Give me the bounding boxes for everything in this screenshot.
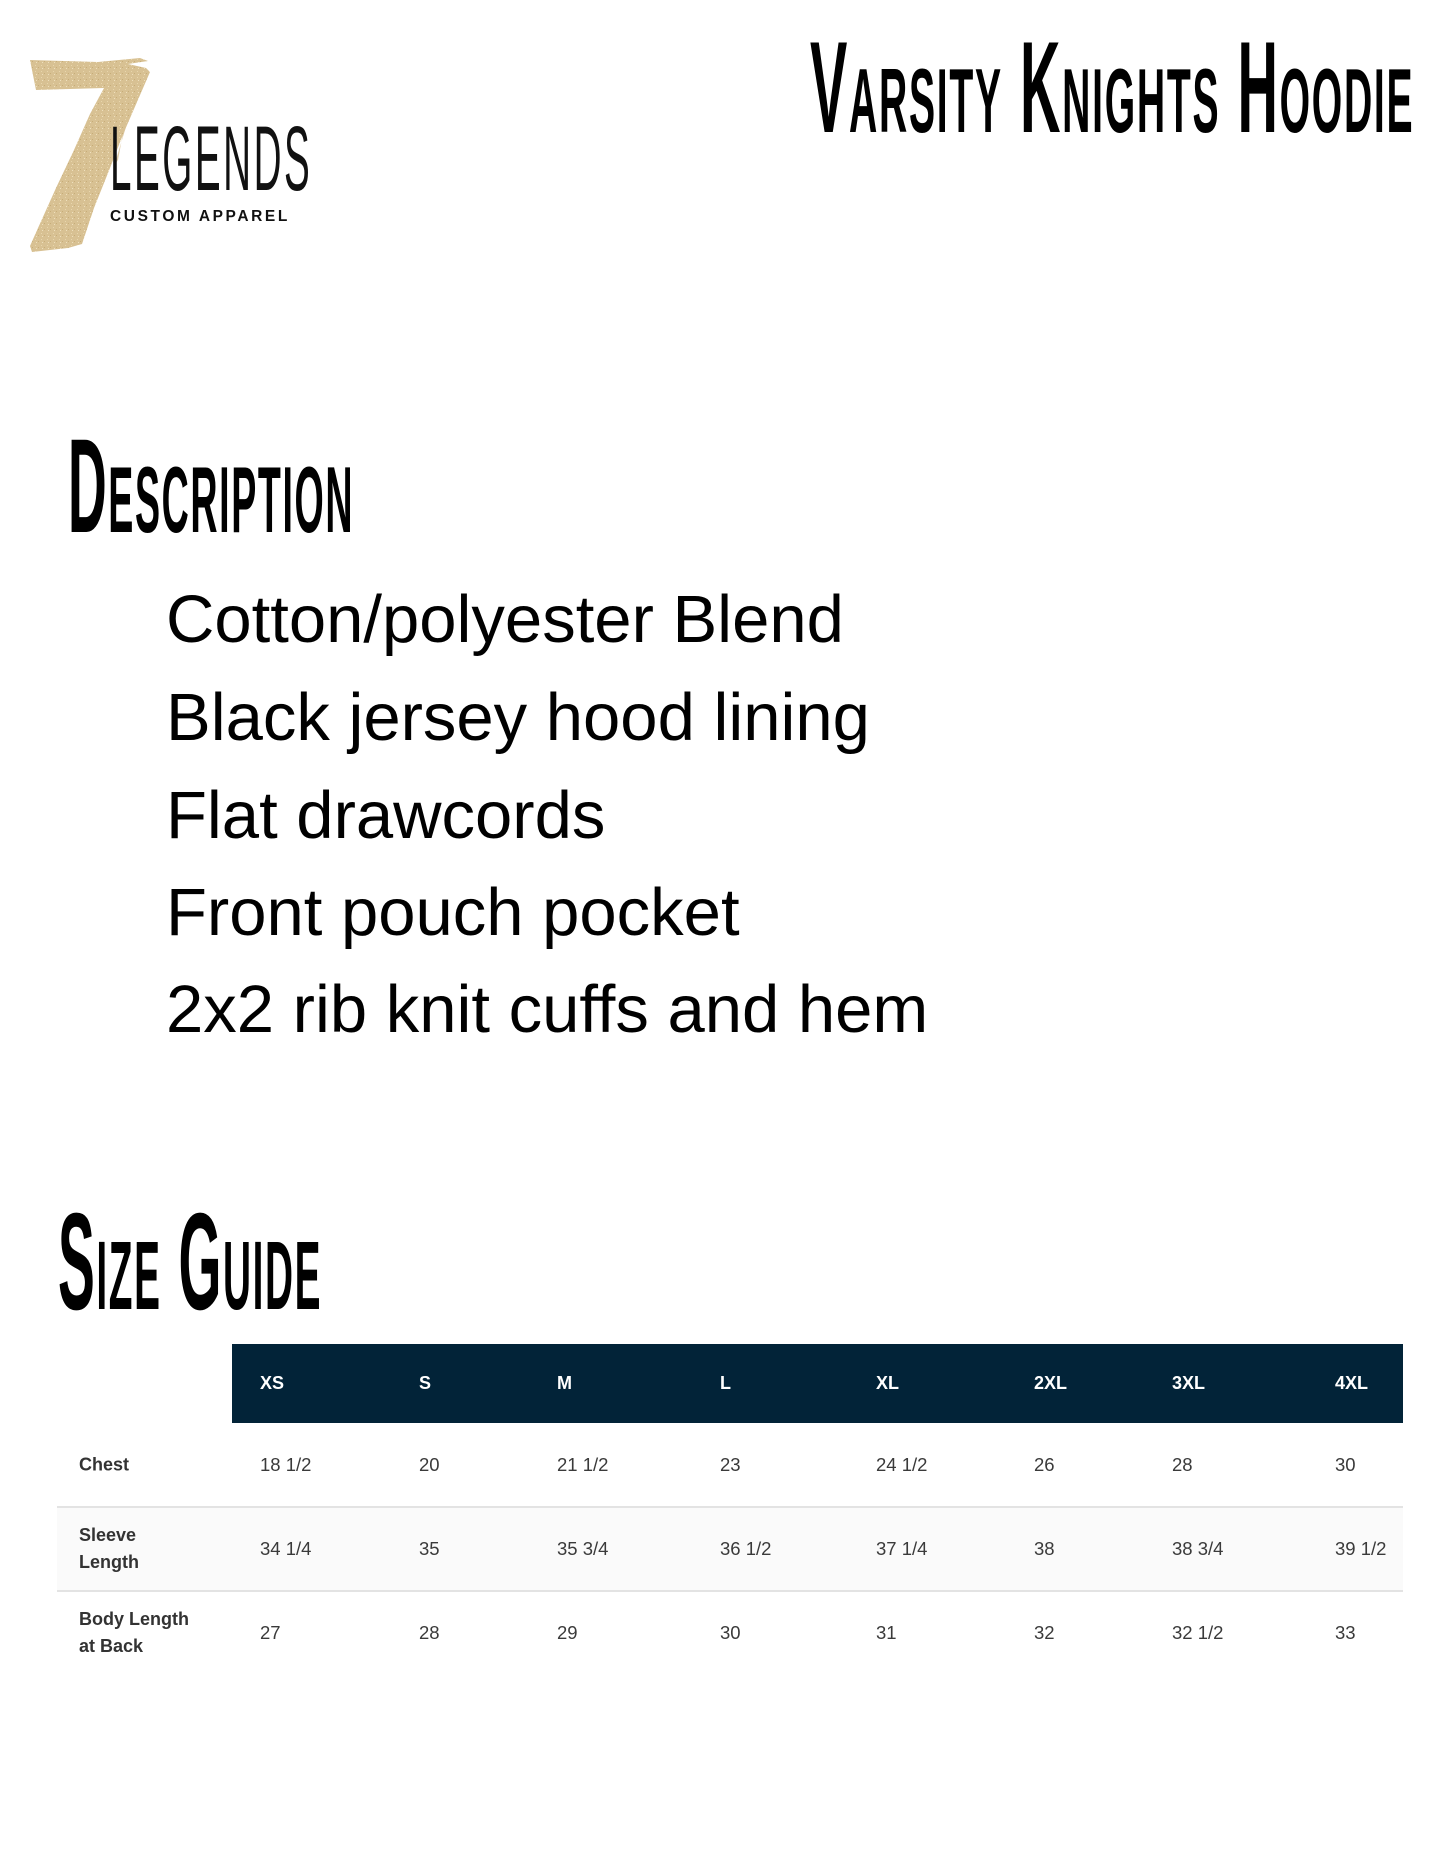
description-heading: Description (68, 412, 355, 561)
column-header-xl: XL (876, 1373, 900, 1393)
column-header-s: S (419, 1373, 432, 1393)
logo-tagline: CUSTOM APPAREL (110, 208, 290, 225)
table-cell: 27 (260, 1622, 281, 1643)
table-row-body-length (57, 1592, 1403, 1674)
table-cell: 29 (557, 1622, 578, 1643)
table-cell: 39 1/2 (1335, 1538, 1387, 1559)
column-header-4xl: 4XL (1335, 1373, 1369, 1393)
description-item: Flat drawcords (166, 778, 606, 853)
table-cell: 33 (1335, 1622, 1356, 1643)
table-cell: 32 1/2 (1172, 1622, 1224, 1643)
column-header-m: M (557, 1373, 572, 1393)
row-label: Sleeve Length (79, 1525, 139, 1572)
brand-logo (28, 58, 313, 254)
description-item: 2x2 rib knit cuffs and hem (166, 972, 929, 1047)
table-row-sleeve-length (57, 1508, 1403, 1592)
table-cell: 32 (1034, 1622, 1055, 1643)
table-cell: 28 (1172, 1453, 1193, 1475)
column-header-xs: XS (260, 1373, 285, 1393)
description-item: Front pouch pocket (166, 875, 740, 950)
table-cell: 23 (720, 1453, 741, 1475)
product-title: Varsity Knights Hoodie (810, 14, 1415, 160)
size-table (57, 1344, 1403, 1674)
table-cell: 28 (419, 1622, 440, 1643)
table-cell: 18 1/2 (260, 1453, 312, 1475)
table-row-chest (57, 1423, 1403, 1508)
table-cell: 20 (419, 1453, 440, 1475)
table-cell: 26 (1034, 1453, 1055, 1475)
table-cell: 34 1/4 (260, 1538, 312, 1559)
size-guide-heading: Size Guide (58, 1185, 323, 1339)
table-cell: 35 (419, 1538, 440, 1559)
column-header-3xl: 3XL (1172, 1373, 1206, 1393)
table-cell: 36 1/2 (720, 1538, 772, 1559)
table-cell: 30 (720, 1622, 741, 1643)
column-header-l: L (720, 1373, 731, 1393)
table-cell: 30 (1335, 1453, 1356, 1475)
table-cell: 38 (1034, 1538, 1055, 1559)
table-cell: 38 3/4 (1172, 1538, 1224, 1559)
description-item: Black jersey hood lining (166, 680, 870, 755)
size-table-header (232, 1344, 1403, 1423)
table-cell: 37 1/4 (876, 1538, 928, 1559)
row-label: Chest (79, 1454, 130, 1474)
logo-wordmark: LEGENDS (110, 108, 313, 210)
table-cell: 35 3/4 (557, 1538, 609, 1559)
description-item: Cotton/polyester Blend (166, 582, 844, 657)
table-cell: 24 1/2 (876, 1453, 928, 1475)
column-header-2xl: 2XL (1034, 1373, 1068, 1393)
table-cell: 21 1/2 (557, 1453, 609, 1475)
table-cell: 31 (876, 1622, 897, 1643)
row-label: Body Length at Back (79, 1609, 189, 1656)
